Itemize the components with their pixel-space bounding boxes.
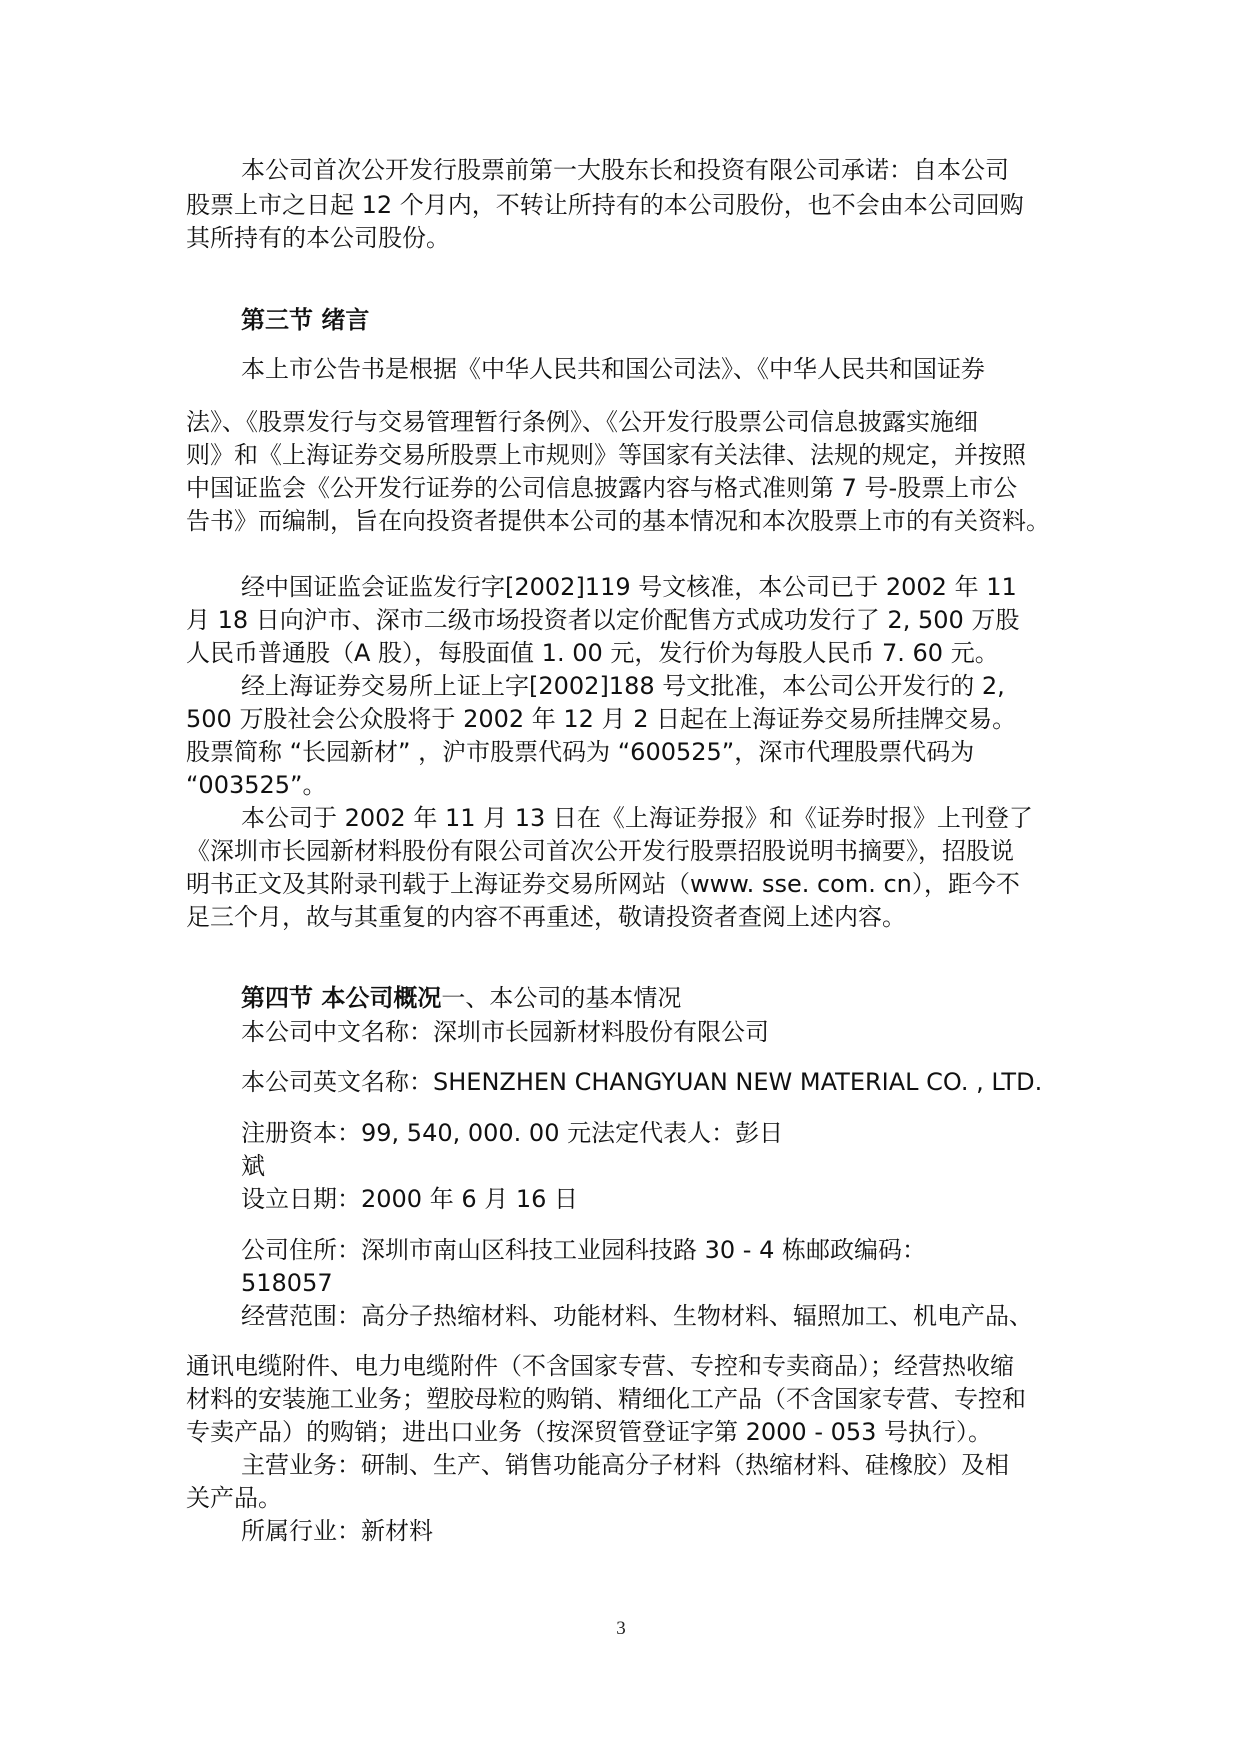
scope-line-4: 专卖产品）的购销；进出口业务（按深贸管登证字第 2000 - 053 号执行）。: [186, 1418, 993, 1446]
company-cn-name: 本公司中文名称：深圳市长园新材料股份有限公司: [241, 1018, 769, 1046]
s3-p4-line-3: 明书正文及其附录刊载于上海证券交易所网站（www. sse. com. cn），距今不: [186, 870, 1020, 898]
s3-p3-line-3: 股票简称 “长园新材” ，沪市股票代码为 “600525”，深市代理股票代码为: [186, 738, 975, 766]
address-line-2: 518057: [241, 1269, 333, 1297]
s3-p4-line-4: 足三个月，故与其重复的内容不再重述，敬请投资者查阅上述内容。: [186, 903, 906, 931]
s3-p3-line-1: 经上海证券交易所上证上字[2002]188 号文批准，本公司公开发行的 2,: [241, 672, 1005, 700]
registered-capital-line-2: 斌: [241, 1152, 265, 1180]
founded-date: 设立日期：2000 年 6 月 16 日: [241, 1185, 579, 1213]
commitment-line-2: 股票上市之日起 12 个月内，不转让所持有的本公司股份，也不会由本公司回购: [186, 191, 1024, 219]
scope-line-1: 经营范围：高分子热缩材料、功能材料、生物材料、辐照加工、机电产品、: [241, 1302, 1033, 1330]
main-business-line-1: 主营业务：研制、生产、销售功能高分子材料（热缩材料、硅橡胶）及相: [241, 1451, 1009, 1479]
s3-p4-line-2: 《深圳市长园新材料股份有限公司首次公开发行股票招股说明书摘要》，招股说: [186, 837, 1014, 865]
address-line-1: 公司住所：深圳市南山区科技工业园科技路 30 - 4 栋邮政编码：: [241, 1236, 926, 1264]
section-4-heading: 第四节 本公司概况: [241, 984, 442, 1012]
section-4-subheading: 一、本公司的基本情况: [441, 984, 682, 1012]
company-en-name: 本公司英文名称：SHENZHEN CHANGYUAN NEW MATERIAL CO. , LTD.: [241, 1068, 1043, 1096]
s3-p2-line-1: 经中国证监会证监发行字[2002]119 号文核准，本公司已于 2002 年 11: [241, 573, 1017, 601]
scope-line-3: 材料的安装施工业务；塑胶母粒的购销、精细化工产品（不含国家专营、专控和: [186, 1385, 1026, 1413]
page-number: 3: [616, 1618, 626, 1639]
s3-p1-line-4: 中国证监会《公开发行证券的公司信息披露内容与格式准则第 7 号-股票上市公: [186, 474, 1018, 502]
section-4-heading-row: [241, 982, 681, 1014]
s3-p1-line-2: 法》、《股票发行与交易管理暂行条例》、《公开发行股票公司信息披露实施细: [186, 408, 978, 436]
s3-p2-line-2: 月 18 日向沪市、深市二级市场投资者以定价配售方式成功发行了 2, 500 万股: [186, 606, 1020, 634]
commitment-line-1: 本公司首次公开发行股票前第一大股东长和投资有限公司承诺：自本公司: [241, 156, 1009, 184]
s3-p4-line-1: 本公司于 2002 年 11 月 13 日在《上海证券报》和《证券时报》上刊登了: [241, 804, 1033, 832]
industry: 所属行业：新材料: [241, 1517, 433, 1545]
s3-p1-line-5: 告书》而编制，旨在向投资者提供本公司的基本情况和本次股票上市的有关资料。: [186, 507, 1050, 535]
main-business-line-2: 关产品。: [186, 1484, 282, 1512]
registered-capital-line-1: 注册资本：99, 540, 000. 00 元法定代表人：彭日: [241, 1119, 784, 1147]
s3-p1-line-3: 则》和《上海证券交易所股票上市规则》等国家有关法律、法规的规定，并按照: [186, 441, 1026, 469]
s3-p3-line-4: “003525”。: [186, 771, 327, 799]
scope-line-2: 通讯电缆附件、电力电缆附件（不含国家专营、专控和专卖商品）；经营热收缩: [186, 1352, 1014, 1380]
s3-p1-line-1: 本上市公告书是根据《中华人民共和国公司法》、《中华人民共和国证券: [241, 355, 985, 383]
s3-p2-line-3: 人民币普通股（A 股），每股面值 1. 00 元，发行价为每股人民币 7. 60 元。: [186, 639, 999, 667]
section-3-heading: 第三节 绪言: [241, 306, 370, 334]
s3-p3-line-2: 500 万股社会公众股将于 2002 年 12 月 2 日起在上海证券交易所挂牌交易。: [186, 705, 1017, 733]
commitment-line-3: 其所持有的本公司股份。: [186, 224, 450, 252]
